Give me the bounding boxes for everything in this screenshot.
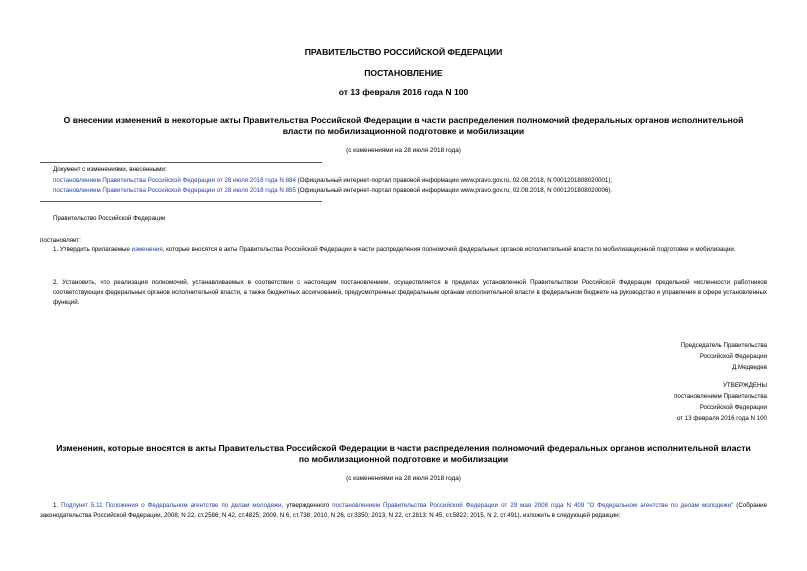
amendment-link[interactable]: постановлением Правительства Российской Федерации от 28 июля 2018 года N 885: [53, 187, 296, 194]
amendment-source: (Официальный интернет-портал правовой информации www.pravo.gov.ru, 02.08.2018, N 0001201808020001);: [295, 177, 613, 184]
changes-link[interactable]: изменения: [131, 246, 163, 253]
signature-block: [681, 340, 767, 373]
item-1-number: 1.: [53, 502, 62, 509]
changes-title-line2: по мобилизационной подготовке и мобилизации: [298, 454, 509, 464]
paragraph-1: [53, 245, 767, 255]
approval-date: от 13 февраля 2016 года N 100: [676, 415, 767, 422]
change-item: [53, 187, 612, 194]
paragraph-1-rest: , которые вносятся в акты Правительства Российской Федерации в части распределения полномочий федеральных органов исполнительной власти по мобилизационной подготовке и мобилизации.: [162, 246, 736, 253]
document-type: ПОСТАНОВЛЕНИЕ: [364, 68, 443, 78]
document-title-line1: О внесении изменений в некоторые акты Правительства Российской Федерации в части распределения полномочий федеральных органов исполнительной: [63, 115, 744, 125]
paragraph-2: 2. Установить, что реализация полномочий, устанавливаемых в соответствии с настоящим постановлением, осуществляется в пределах установленной Правительством Российской Федерации предельной численности работников соответствующих федеральных органов исполнительной власти, а также бюджетных ассигнований, предусмотренных федеральным органам исполнительной власти в федеральном бюджете на руководство и управление в сфере установленных функций.: [53, 279, 767, 306]
government-heading: ПРАВИТЕЛЬСТВО РОССИЙСКОЙ ФЕДЕРАЦИИ: [304, 47, 503, 57]
signature-name: Д.Медведев: [732, 364, 767, 371]
decides-label: постановляет:: [40, 237, 81, 244]
document-title-line2: власти по мобилизационной подготовке и мобилизации: [282, 126, 525, 136]
changes-revision-note: (с изменениями на 28 июля 2018 года): [346, 475, 461, 482]
changes-bottom-rule: [40, 201, 322, 202]
revision-note: (с изменениями на 28 июля 2018 года): [346, 147, 461, 154]
changes-intro: Документ с изменениями, внесенными:: [53, 166, 167, 173]
amendment-link[interactable]: постановлением Правительства Российской Федерации от 28 июля 2018 года N 884: [53, 177, 296, 184]
approval-label: УТВЕРЖДЕНЫ: [723, 382, 767, 389]
changes-top-rule: [40, 162, 322, 163]
approval-act: постановлением Правительства: [674, 393, 767, 400]
signature-org: Российской Федерации: [699, 353, 767, 360]
paragraph-1-start: 1. Утвердить прилагаемые: [53, 246, 132, 253]
changes-title-line1: Изменения, которые вносятся в акты Правительства Российской Федерации в части распределения полномочий федеральных органов исполнительной власти: [56, 443, 751, 453]
signature-title: Председатель Правительства: [680, 342, 767, 349]
item-1-text: , утвержденного: [281, 502, 333, 509]
amendment-source: (Официальный интернет-портал правовой информации www.pravo.gov.ru, 02.08.2018, N 0001201808020006).: [295, 187, 613, 194]
approval-org: Российской Федерации: [699, 404, 767, 411]
issuer: Правительство Российской Федерации: [53, 215, 166, 222]
resolution-link[interactable]: постановлением Правительства Российской Федерации от 29 мая 2008 года N 409 "О Федеральном агентстве по делам молодежи": [332, 502, 734, 509]
approval-block: [674, 380, 767, 424]
item-1: [40, 501, 767, 521]
document-date-number: от 13 февраля 2016 года N 100: [338, 87, 469, 97]
item-1-citation: (Собрание законодательства Российской Федерации, 2008, N 22, ст.2586; N 42, ст.4825; 2009, N 6, ст.738; 2010, N 26, ст.3350; 2013, N 22, ст.2813; N 45, ст.5822; 2015, N 2, ст.491), изложить в следующей редакции:: [40, 502, 768, 519]
change-item: [53, 177, 612, 184]
subclause-link[interactable]: Подпункт 5.11 Положения о Федеральном агентстве по делам молодежи: [61, 502, 282, 509]
